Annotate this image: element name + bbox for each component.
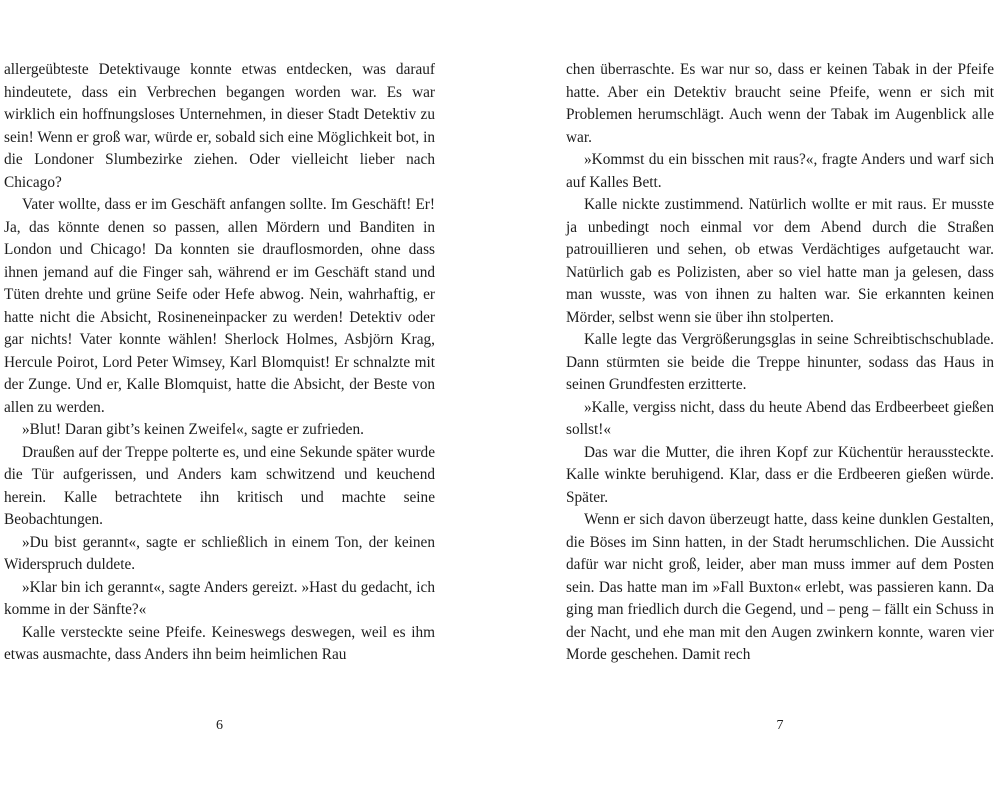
paragraph: »Du bist gerannt«, sagte er schließlich in einem Ton, der keinen Widerspruch duldete.	[4, 533, 435, 573]
left-page-text	[4, 59, 435, 667]
paragraph: Draußen auf der Treppe polterte es, und eine Sekunde später wurde die Tür aufgerissen, und Anders kam schwitzend und keuchend herein. Kalle betrachtete ihn kritisch und machte seine Beobachtungen.	[4, 443, 435, 528]
right-page-text	[566, 59, 994, 667]
paragraph: »Kalle, vergiss nicht, dass du heute Abend das Erdbeerbeet gießen sollst!«	[566, 398, 994, 438]
paragraph: Kalle nickte zustimmend. Natürlich wollte er mit raus. Er musste ja unbedingt noch einmal vor dem Abend durch die Straßen patrouillieren und sehen, ob etwas Verdächtiges aufgetaucht war. Natürlich gab es Polizisten, aber so viel hatte man ja gelesen, dass man wusste, was von ihnen zu halten war. Sie erkannten keinen Mörder, selbst wenn sie über ihn stolperten.	[566, 196, 994, 326]
paragraph: Das war die Mutter, die ihren Kopf zur Küchentür heraussteckte. Kalle winkte beruhigend. Klar, dass er die Erdbeeren gießen würde. Später.	[566, 443, 994, 506]
paragraph: »Klar bin ich gerannt«, sagte Anders gereizt. »Hast du gedacht, ich komme in der Sänfte?«	[4, 578, 435, 618]
page-number: 7	[776, 718, 784, 733]
paragraph: Wenn er sich davon überzeugt hatte, dass keine dunklen Gestalten, die Böses im Sinn hatten, in der Stadt herumschlichen. Die Aussicht dafür war nicht groß, leider, aber man muss immer auf dem Posten sein. Das hatte man im »Fall Buxton« erlebt, was passieren kann. Da ging man friedlich durch die Gegend, und – peng – fällt ein Schuss in der Nacht, und ehe man mit den Augen zwinkern konnte, waren vier Morde geschehen. Damit rech	[566, 511, 994, 663]
paragraph: »Blut! Daran gibt’s keinen Zweifel«, sagte er zufrieden.	[22, 421, 364, 438]
paragraph: allergeübteste Detektivauge konnte etwas entdecken, was darauf hindeutete, dass ein Verbrechen begangen worden war. Es war wirklich ein hoffnungsloses Unternehmen, in dieser Stadt Detektiv zu sein! Wenn er groß war, würde er, sobald sich eine Möglichkeit bot, in die Londoner Slumbezirke ziehen. Oder vielleicht lieber nach Chicago?	[4, 61, 435, 191]
right-page	[500, 0, 1000, 800]
paragraph: Kalle versteckte seine Pfeife. Keineswegs deswegen, weil es ihm etwas ausmachte, dass Anders ihn beim heimlichen Rau	[4, 623, 435, 663]
paragraph: Kalle legte das Vergrößerungsglas in seine Schreibtischschublade. Dann stürmten sie beide die Treppe hinunter, sodass das Haus in seinen Grundfesten erzitterte.	[566, 331, 994, 393]
paragraph: Vater wollte, dass er im Geschäft anfangen sollte. Im Geschäft! Er! Ja, das könnte denen so passen, allen Mördern und Banditen in London und Chicago! Da konnten sie drauflosmorden, ohne dass ihnen jemand auf die Finger sah, während er im Geschäft stand und Tüten drehte und grüne Seife oder Hefe abwog. Nein, wahrhaftig, er hatte nicht die Absicht, Rosineneinpacker zu werden! Detektiv oder gar nichts! Vater konnte wählen! Sherlock Holmes, Asbjörn Krag, Hercule Poirot, Lord Peter Wimsey, Karl Blomquist! Er schnalzte mit der Zunge. Und er, Kalle Blomquist, hatte die Absicht, der Beste von allen zu werden.	[4, 196, 435, 416]
paragraph: chen überraschte. Es war nur so, dass er keinen Tabak in der Pfeife hatte. Aber ein Detektiv braucht seine Pfeife, wenn er sich mit Problemen herumschlägt. Auch wenn der Tabak im Augenblick alle war.	[566, 61, 994, 146]
page-number: 6	[216, 718, 223, 733]
paragraph: »Kommst du ein bisschen mit raus?«, fragte Anders und warf sich auf Kalles Bett.	[566, 151, 994, 191]
